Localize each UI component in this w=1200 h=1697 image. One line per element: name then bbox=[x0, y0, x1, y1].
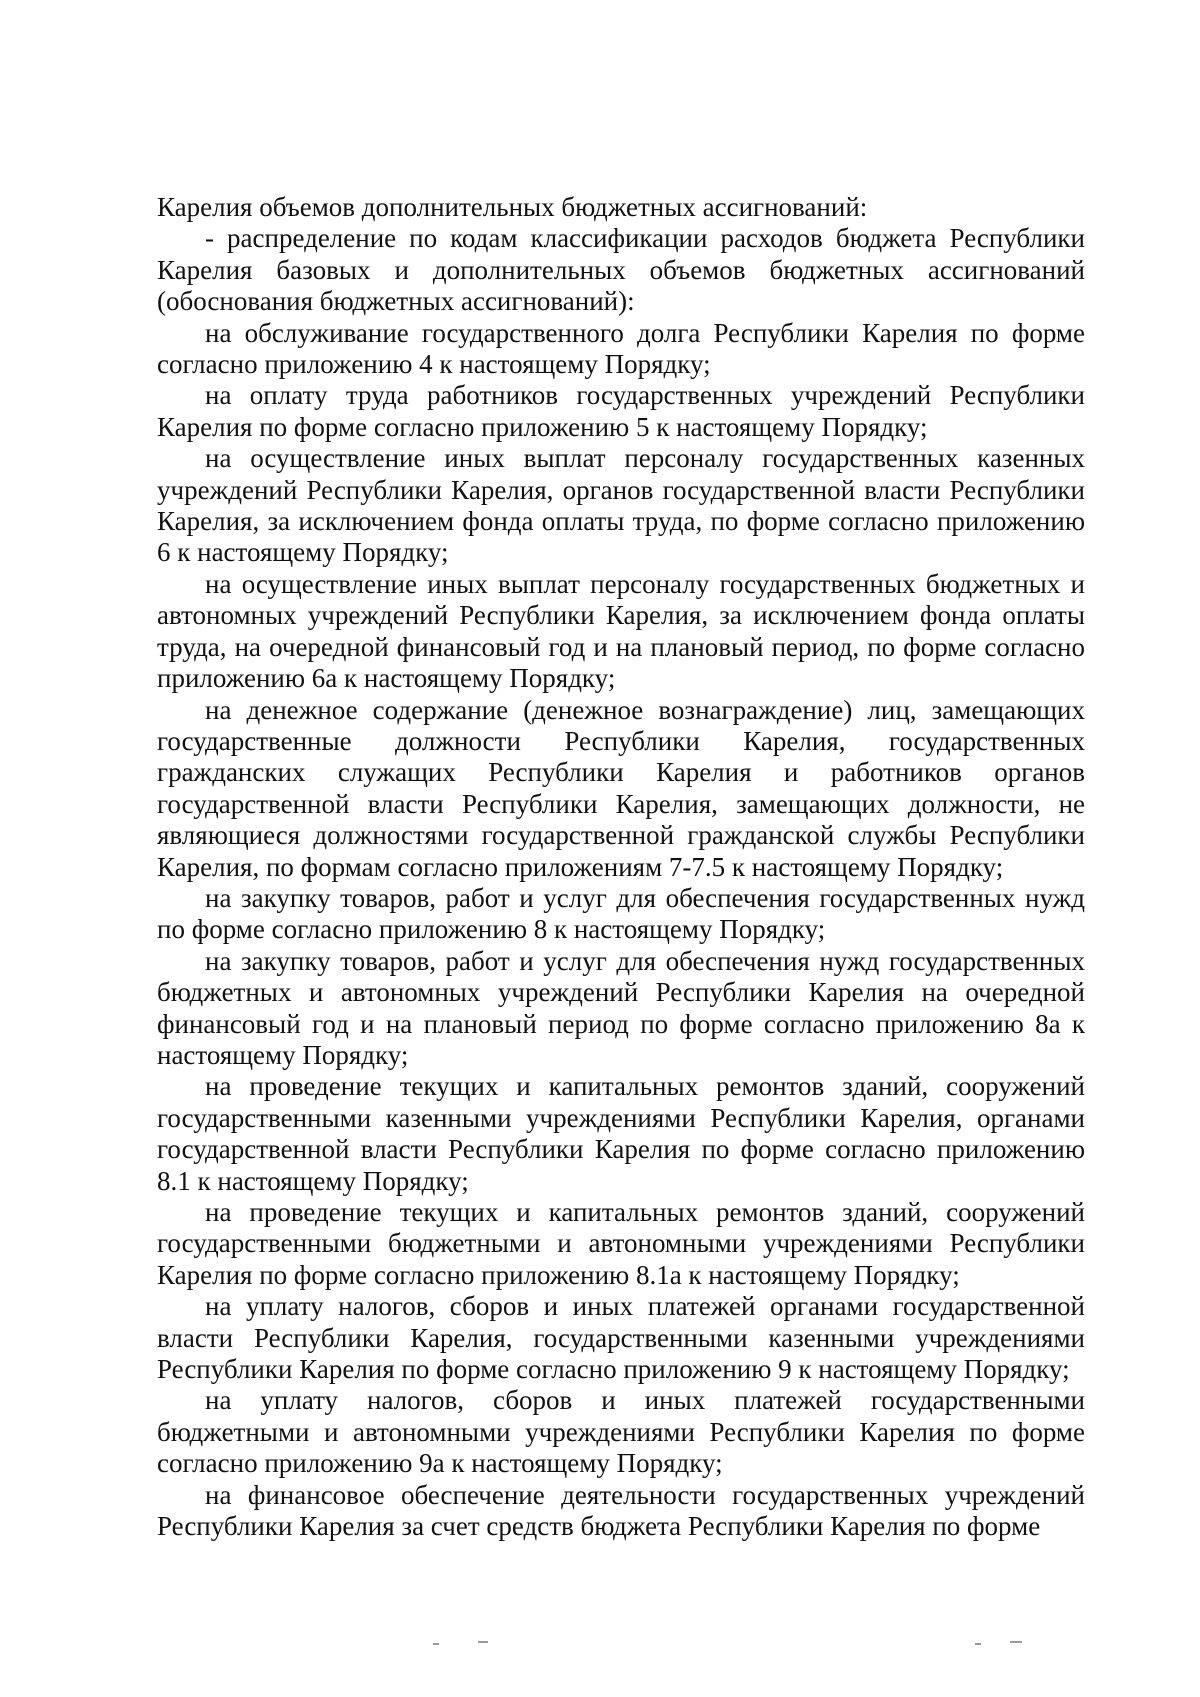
paragraph-procurement-state: на закупку товаров, работ и услуг для обеспечения государственных нужд по форме согласно приложению 8 к настоящему Порядку; bbox=[157, 882, 1085, 945]
paragraph-continuation: Карелия объемов дополнительных бюджетных ассигнований: bbox=[157, 192, 868, 222]
paragraph-other-payments-budget: на осуществление иных выплат персоналу государственных бюджетных и автономных учреждений Республики Карелия, за исключением фонда оплаты труда, на очередной финансовый год и на плановый период, по форме согласно приложению 6а к настоящему Порядку; bbox=[157, 568, 1085, 694]
scan-artifact bbox=[1010, 1641, 1022, 1643]
paragraph-other-payments-state: на осуществление иных выплат персоналу государственных казенных учреждений Республики Карелия, органов государственной власти Республики Карелия, за исключением фонда оплаты труда, по форме согласно приложению 6 к настоящему Порядку; bbox=[157, 443, 1085, 568]
paragraph-salary-officials: на денежное содержание (денежное вознаграждение) лиц, замещающих государственные должности Республики Карелия, государственных гражданских служащих Республики Карелия и работников органов государственной власти Республики Карелия, замещающих должности, не являющиеся должностями государственной гражданской службы Республики Карелия, по формам согласно приложениям 7-7.5 к настоящему Порядку; bbox=[157, 694, 1085, 882]
document-body bbox=[157, 192, 1085, 1542]
scan-artifact bbox=[433, 1643, 439, 1645]
scan-artifact bbox=[478, 1641, 488, 1643]
paragraph-labor-payment: на оплату труда работников государственных учреждений Республики Карелия по форме согласно приложению 5 к настоящему Порядку; bbox=[157, 380, 1085, 442]
paragraph-distribution-intro: - распределение по кодам классификации расходов бюджета Республики Карелия базовых и дополнительных объемов бюджетных ассигнований (обоснования бюджетных ассигнований): bbox=[157, 223, 1085, 317]
paragraph-taxes-state: на уплату налогов, сборов и иных платежей органами государственной власти Республики Карелия, государственными казенными учреждениями Республики Карелия по форме согласно приложению 9 к настоящему Порядку; bbox=[157, 1291, 1085, 1385]
paragraph-procurement-budget: на закупку товаров, работ и услуг для обеспечения нужд государственных бюджетных и автономных учреждений Республики Карелия на очередной финансовый год и на плановый период по форме согласно приложению 8а к настоящему Порядку; bbox=[157, 945, 1085, 1070]
paragraph-financial-support: на финансовое обеспечение деятельности государственных учреждений Республики Карелия за счет средств бюджета Республики Карелия по форме bbox=[157, 1479, 1085, 1542]
scan-artifact bbox=[975, 1643, 981, 1645]
paragraph-repairs-budget: на проведение текущих и капитальных ремонтов зданий, сооружений государственными бюджетными и автономными учреждениями Республики Карелия по форме согласно приложению 8.1а к настоящему Порядку; bbox=[157, 1197, 1085, 1290]
paragraph-debt-service: на обслуживание государственного долга Республики Карелия по форме согласно приложению 4 к настоящему Порядку; bbox=[157, 317, 1085, 380]
paragraph-taxes-budget: на уплату налогов, сборов и иных платежей государственными бюджетными и автономными учреждениями Республики Карелия по форме согласно приложению 9а к настоящему Порядку; bbox=[157, 1385, 1085, 1479]
paragraph-repairs-state: на проведение текущих и капитальных ремонтов зданий, сооружений государственными казенными учреждениями Республики Карелия, органами государственной власти Республики Карелия по форме согласно приложению 8.1 к настоящему Порядку; bbox=[157, 1071, 1085, 1196]
